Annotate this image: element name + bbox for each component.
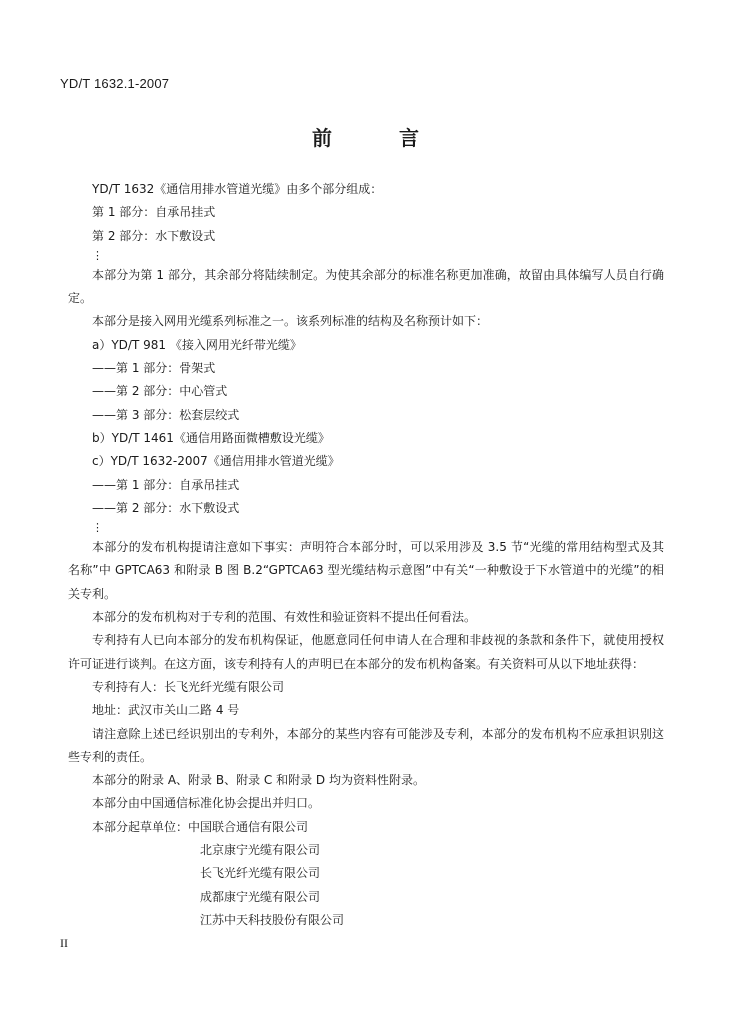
part-1-line: 第 1 部分：自承吊挂式	[92, 205, 216, 220]
paragraph-patent-position: 本部分的发布机构对于专利的范围、有效性和验证资料不提出任何看法。	[92, 610, 477, 625]
page-title: 前 言	[312, 126, 449, 150]
paragraph-patent-assurance: 专利持有人已向本部分的发布机构保证，他愿意同任何申请人在合理和非歧视的条款和条件下，就使用授权许可证进行谈判。在这方面，该专利持有人的声明已在本部分的发布机构备案。有关资料可从以下地址获得：	[68, 633, 664, 671]
series-item-a-part-2: ——第 2 部分：中心管式	[92, 384, 228, 399]
foreword-body	[68, 178, 664, 932]
vertical-ellipsis: ⋮	[92, 248, 103, 262]
drafting-unit: 江苏中天科技股份有限公司	[200, 912, 345, 927]
drafting-units-line: 本部分起草单位：中国联合通信有限公司	[92, 819, 309, 834]
series-item-a-part-3: ——第 3 部分：松套层绞式	[92, 407, 240, 422]
vertical-ellipsis: ⋮	[92, 521, 103, 535]
part-2-line: 第 2 部分：水下敷设式	[92, 228, 216, 243]
document-code: YD/T 1632.1-2007	[60, 76, 170, 91]
drafting-unit: 北京康宁光缆有限公司	[200, 843, 321, 858]
page-number: II	[60, 936, 68, 950]
series-item-c: c）YD/T 1632-2007《通信用排水管道光缆》	[92, 454, 340, 469]
drafting-unit: 成都康宁光缆有限公司	[200, 889, 321, 904]
patent-address-line: 地址：武汉市关山二路 4 号	[92, 703, 240, 718]
series-intro-line: 本部分是接入网用光缆系列标准之一。该系列标准的结构及名称预计如下：	[92, 314, 489, 329]
series-item-a-part-1: ——第 1 部分：骨架式	[92, 361, 216, 376]
annex-line: 本部分的附录 A、附录 B、附录 C 和附录 D 均为资料性附录。	[92, 773, 425, 788]
series-item-c-part-1: ——第 1 部分：自承吊挂式	[92, 477, 240, 492]
series-item-a: a）YD/T 981 《接入网用光纤带光缆》	[92, 337, 302, 352]
proposer-line: 本部分由中国通信标准化协会提出并归口。	[92, 796, 321, 811]
series-item-b: b）YD/T 1461《通信用路面微槽敷设光缆》	[92, 430, 330, 445]
intro-line: YD/T 1632《通信用排水管道光缆》由多个部分组成：	[92, 182, 383, 196]
paragraph-patent-responsibility: 请注意除上述已经识别出的专利外，本部分的某些内容有可能涉及专利，本部分的发布机构不应承担识别这些专利的责任。	[68, 726, 664, 764]
series-item-c-part-2: ——第 2 部分：水下敷设式	[92, 500, 240, 515]
patent-holder-line: 专利持有人：长飞光纤光缆有限公司	[92, 679, 285, 694]
paragraph-patent-notice: 本部分的发布机构提请注意如下事实：声明符合本部分时，可以采用涉及 3.5 节“光缆的常用结构型式及其名称”中 GPTCA63 和附录 B 图 B.2“GPTCA63 型光缆结构示意图”中有关“一种敷设于下水管道中的光缆”的相关专利。	[68, 540, 664, 601]
paragraph-part-scope: 本部分为第 1 部分，其余部分将陆续制定。为使其余部分的标准名称更加准确，故留由具体编写人员自行确定。	[68, 267, 664, 306]
drafting-unit: 长飞光纤光缆有限公司	[200, 866, 321, 881]
